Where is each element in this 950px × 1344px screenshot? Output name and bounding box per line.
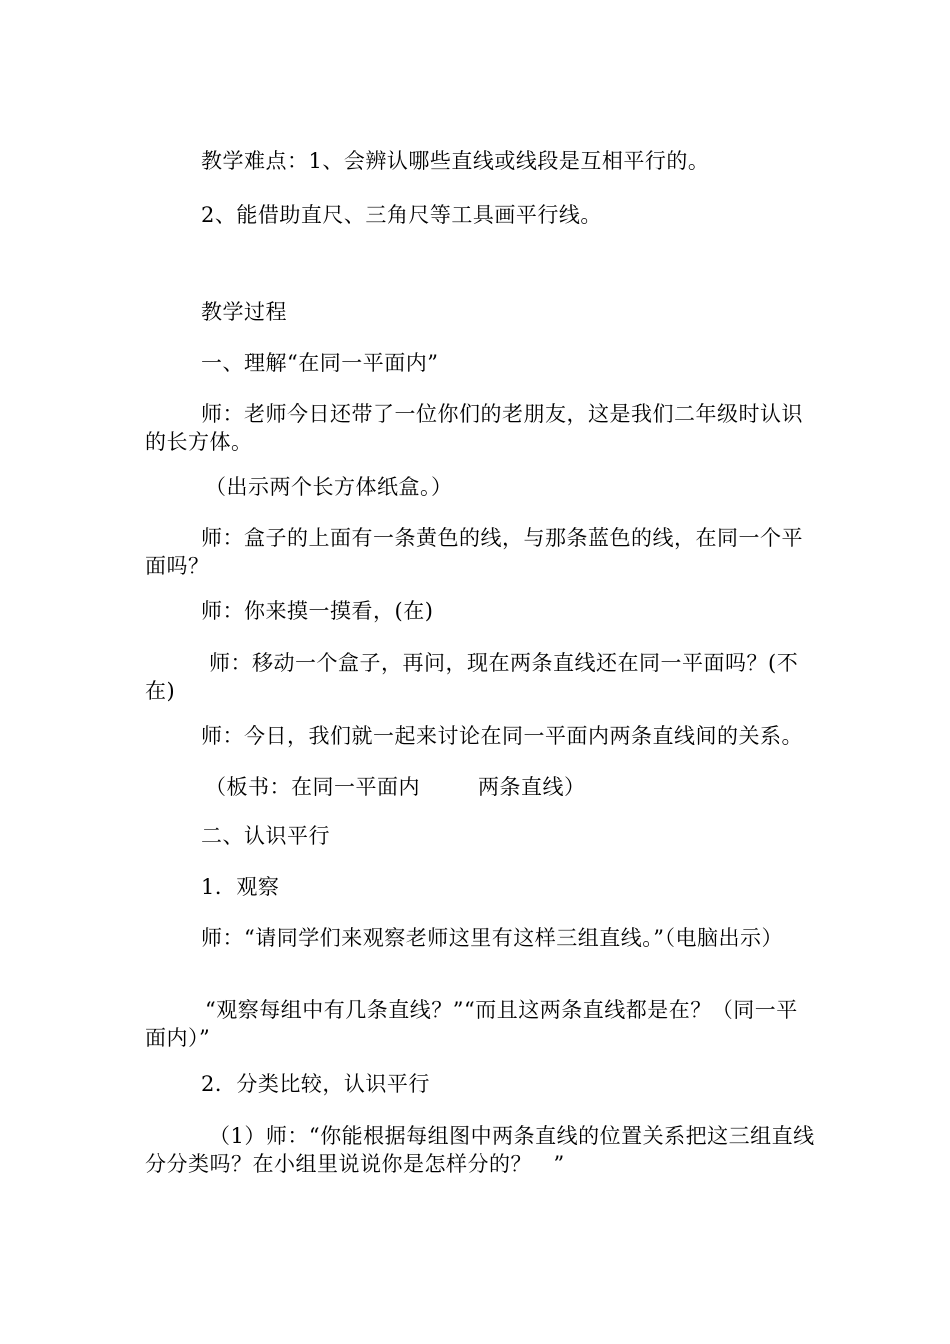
paragraph-classify: （1）师：“你能根据每组图中两条直线的位置关系把这三组直线分分类吗？在小组里说说你是怎样分的？ ”	[145, 1124, 815, 1176]
paragraph-board-note	[145, 773, 815, 801]
step-2-heading: 2．分类比较，认识平行	[201, 1072, 430, 1096]
board-note-part-2: 两条直线）	[478, 775, 586, 799]
paragraph-observe-lines: 师：“请同学们来观察老师这里有这样三组直线。”（电脑出示）	[201, 926, 783, 950]
paragraph-today: 师：今日，我们就一起来讨论在同一平面内两条直线间的关系。	[201, 724, 803, 748]
paragraph-same-plane-question: 师：盒子的上面有一条黄色的线，与那条蓝色的线，在同一个平面吗？	[145, 526, 803, 578]
paragraph-teacher-intro: 师：老师今日还带了一位你们的老朋友，这是我们二年级时认识的长方体。	[145, 402, 803, 454]
process-heading: 教学过程	[201, 300, 287, 324]
board-note-part-1: （板书：在同一平面内	[205, 775, 420, 799]
step-1-heading: 1．观察	[201, 875, 280, 899]
paragraph-observe-questions: “观察每组中有几条直线？”“而且这两条直线都是在？（同一平面内）”	[145, 998, 798, 1050]
teaching-difficulty-1: 教学难点：1、会辨认哪些直线或线段是互相平行的。	[201, 149, 710, 173]
teaching-difficulty-2: 2、能借助直尺、三角尺等工具画平行线。	[201, 203, 602, 227]
paragraph-touch: 师：你来摸一摸看，(在)	[201, 599, 434, 623]
paragraph-show-boxes: （出示两个长方体纸盒。）	[205, 475, 453, 499]
paragraph-move-box: 师：移动一个盒子，再问，现在两条直线还在同一平面吗？(不在)	[145, 651, 799, 703]
section-2-heading: 二、认识平行	[201, 824, 330, 848]
section-1-heading: 一、理解“在同一平面内”	[201, 351, 439, 375]
